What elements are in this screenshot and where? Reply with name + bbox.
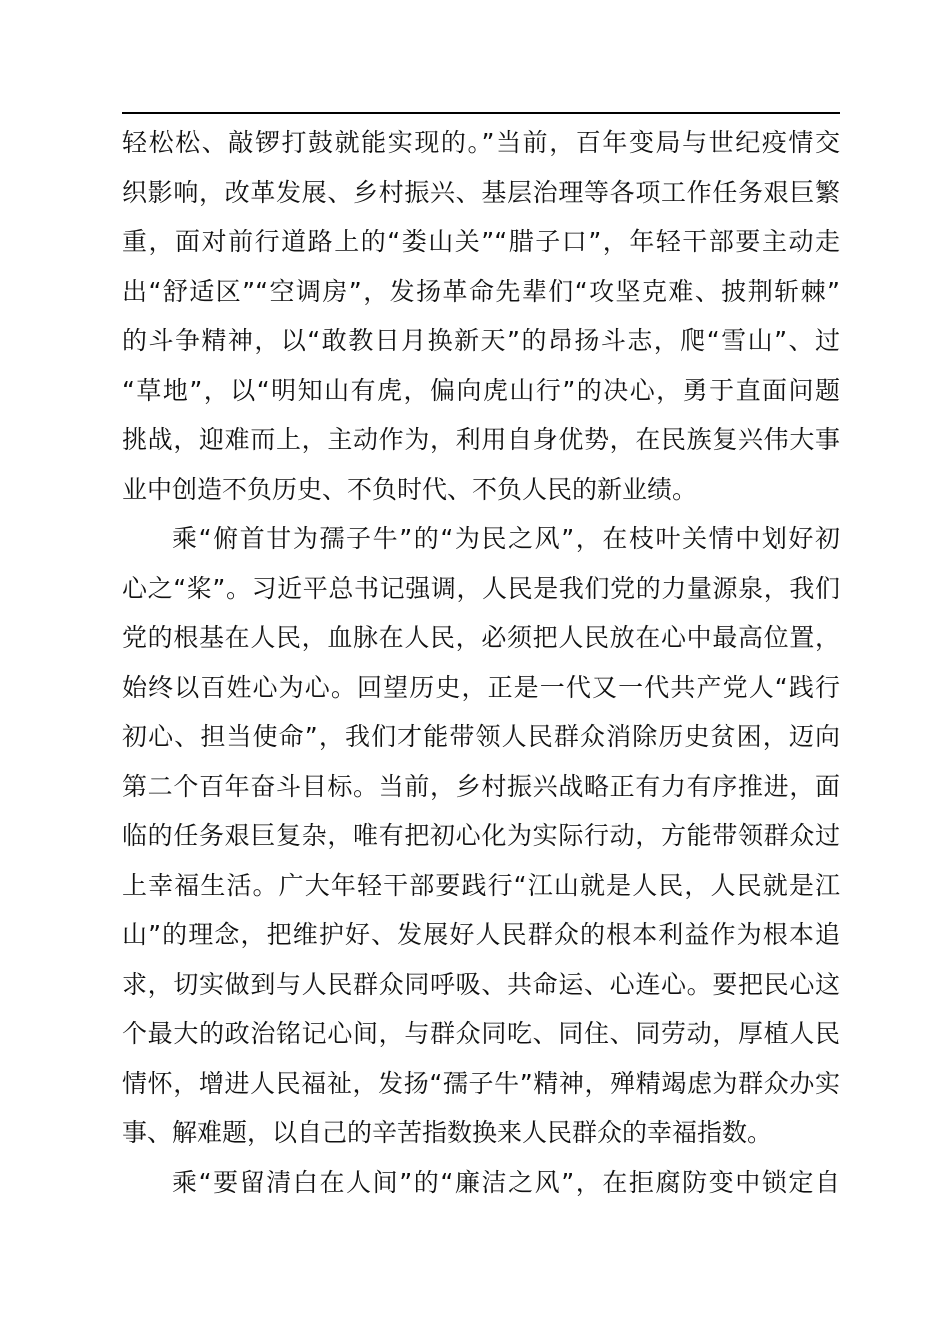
text-line: 个最大的政治铭记心间，与群众同吃、同住、同劳动，厚植人民 [122,1019,840,1048]
text-line: 乘“俯首甘为孺子牛”的“为民之风”，在枝叶关情中划好初 [172,524,840,553]
text-line: 初心、担当使命”，我们才能带领人民群众消除历史贫困，迈向 [122,722,840,751]
text-line: 心之“桨”。习近平总书记强调，人民是我们党的力量源泉，我们 [122,573,840,603]
text-line: 织影响，改革发展、乡村振兴、基层治理等各项工作任务艰巨繁 [122,177,840,207]
paragraph-3 [122,1158,840,1208]
text-line: 挑战，迎难而上，主动作为，利用自身优势，在民族复兴伟大事 [122,425,840,454]
text-line: 业中创造不负历史、不负时代、不负人民的新业绩。 [122,474,698,504]
text-line: 求，切实做到与人民群众同呼吸、共命运、心连心。要把民心这 [122,969,840,999]
text-line: 的斗争精神，以“敢教日月换新天”的昂扬斗志，爬“雪山”、过 [122,326,840,355]
document-body [122,118,840,1207]
text-line: 轻松松、敲锣打鼓就能实现的。”当前，百年变局与世纪疫情交 [122,128,840,157]
text-line: 重，面对前行道路上的“娄山关”“腊子口”，年轻干部要主动走 [122,227,840,256]
text-line: 事、解难题，以自己的辛苦指数换来人民群众的幸福指数。 [122,1118,773,1147]
text-line: 临的任务艰巨复杂，唯有把初心化为实际行动，方能带领群众过 [122,821,840,850]
paragraph-2 [122,514,840,1158]
text-line: 第二个百年奋斗目标。当前，乡村振兴战略正有力有序推进，面 [122,771,840,801]
text-line: 始终以百姓心为心。回望历史，正是一代又一代共产党人“践行 [122,672,840,702]
header-rule [122,112,840,114]
text-line: 上幸福生活。广大年轻干部要践行“江山就是人民，人民就是江 [122,870,840,900]
text-line: 党的根基在人民，血脉在人民，必须把人民放在心中最高位置， [122,623,840,652]
text-line: 山”的理念，把维护好、发展好人民群众的根本利益作为根本追 [122,920,840,949]
text-line: 情怀，增进人民福祉，发扬“孺子牛”精神，殚精竭虑为群众办实 [122,1068,840,1098]
text-line: 出“舒适区”“空调房”，发扬革命先辈们“攻坚克难、披荆斩棘” [122,276,840,306]
text-line: “草地”，以“明知山有虎，偏向虎山行”的决心，勇于直面问题 [122,375,840,405]
text-line: 乘“要留清白在人间”的“廉洁之风”，在拒腐防变中锁定自 [172,1167,840,1197]
paragraph-1 [122,118,840,514]
